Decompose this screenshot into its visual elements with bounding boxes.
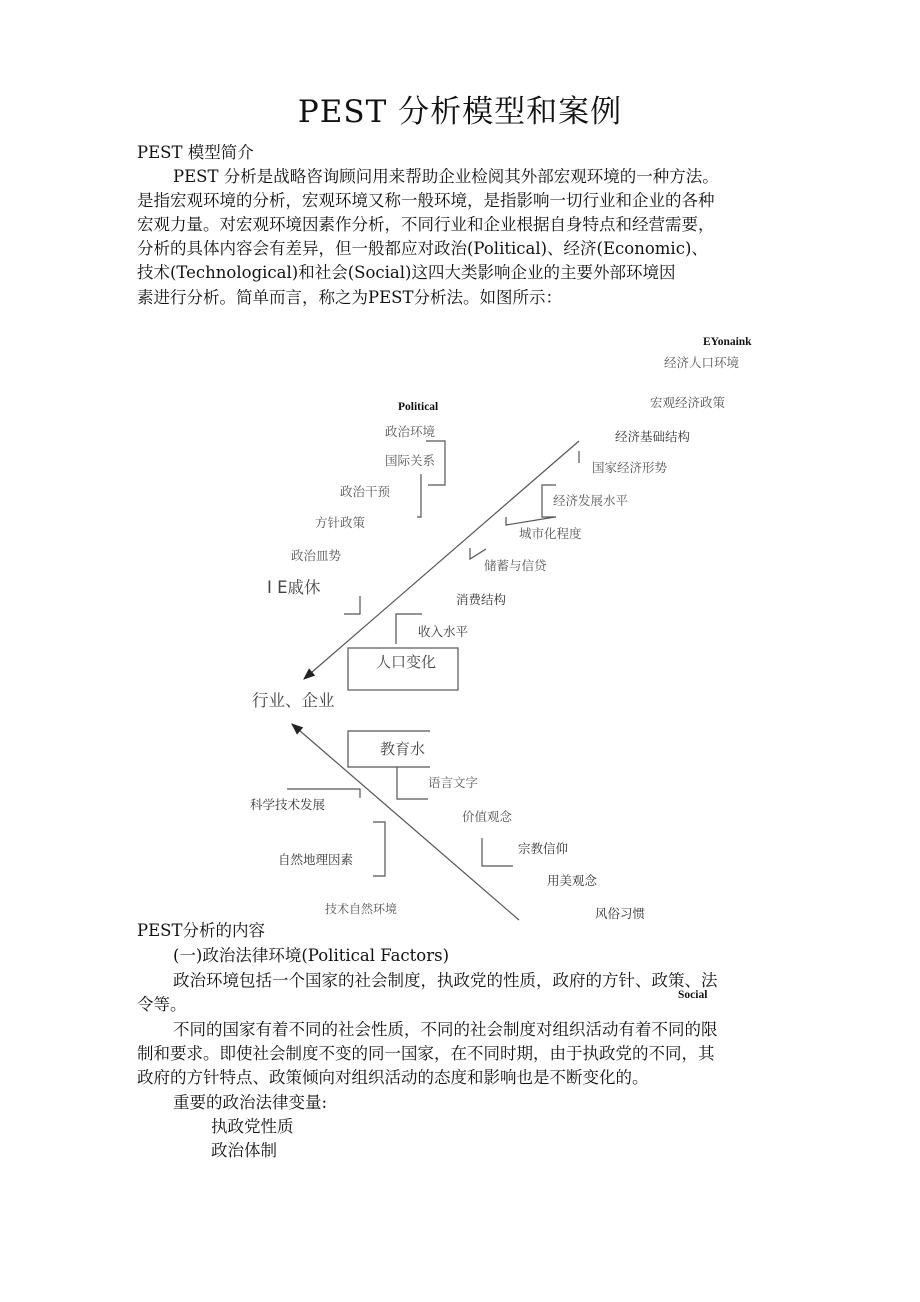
social-item: 语言文字 xyxy=(428,775,479,790)
tech-item: 科学技术发展 xyxy=(250,797,326,812)
social-item-box: 教育水 xyxy=(380,740,426,758)
variables-heading: 重要的政治法律变量: xyxy=(173,1093,328,1112)
political-item: 方针政策 xyxy=(315,515,366,530)
intro-heading: PEST 模型简介 xyxy=(137,143,254,162)
economic-item: 宏观经济政策 xyxy=(650,395,726,410)
economic-item: 国家经济形势 xyxy=(592,460,668,475)
economic-item: 消费结构 xyxy=(456,592,507,607)
tech-item: 技术自然环境 xyxy=(325,902,398,916)
social-item: 宗教信仰 xyxy=(518,841,569,856)
intro-line: PEST 分析是战略咨询顾问用来帮助企业检阅其外部宏观环境的一种方法。 xyxy=(173,167,719,186)
social-item: 价值观念 xyxy=(462,809,513,824)
para-line: 不同的国家有着不同的社会性质，不同的社会制度对组织活动有着不同的限 xyxy=(173,1020,718,1039)
tech-item: 自然地理因素 xyxy=(278,852,354,867)
economic-item: 储蓄与信贷 xyxy=(484,558,547,573)
page-title: PEST 分析模型和案例 xyxy=(297,94,623,130)
economic-item-box: 人口变化 xyxy=(376,653,437,671)
economic-item: 城市化程度 xyxy=(519,526,582,541)
intro-line: 宏观力量。对宏观环境因素作分析，不同行业和企业根据自身特点和经营需要， xyxy=(137,215,715,234)
para-line: 政府的方针特点、政策倾向对组织活动的态度和影响也是不断变化的。 xyxy=(137,1068,649,1087)
political-item: 国际关系 xyxy=(385,453,436,468)
center-label: 行业、企业 xyxy=(252,691,335,710)
para-line: 制和要求。即使社会制度不变的同一国家，在不同时期，由于执政党的不同，其 xyxy=(137,1044,715,1063)
intro-line: 是指宏观环境的分析，宏观环境又称一般环境，是指影响一切行业和企业的各种 xyxy=(137,191,715,210)
intro-line: 技术(Technological)和社会(Social)这四大类影响企业的主要外部环境因 xyxy=(137,263,676,282)
economic-item: 经济基础结构 xyxy=(615,429,691,444)
intro-line: 分析的具体内容会有差异，但一般都应对政治(Political)、经济(Economic)、 xyxy=(137,239,708,258)
social-item: 用美观念 xyxy=(547,873,598,888)
variable-item: 政治体制 xyxy=(211,1141,277,1160)
economic-title: EYonaink xyxy=(703,336,752,348)
political-item: 政治皿势 xyxy=(291,548,342,563)
political-item: I E戚休 xyxy=(267,578,321,597)
political-item: 政治环境 xyxy=(385,424,436,439)
social-title: Social xyxy=(678,989,708,1001)
economic-subtitle: 经济人口环境 xyxy=(664,355,740,370)
political-title: Political xyxy=(398,401,439,413)
content-heading: PEST分析的内容 xyxy=(137,921,265,940)
variable-item: 执政党性质 xyxy=(211,1117,294,1136)
para-line: 政治环境包括一个国家的社会制度，执政党的性质，政府的方针、政策、法 xyxy=(173,971,718,990)
economic-item: 收入水平 xyxy=(418,624,469,639)
intro-line: 素进行分析。简单而言，称之为PEST分析法。如图所示： xyxy=(137,288,562,307)
section-heading: (一)政治法律环境(Political Factors) xyxy=(173,946,450,965)
para-line: 令等。 xyxy=(137,995,187,1014)
political-item: 政治干预 xyxy=(340,484,391,499)
social-item: 风俗习惯 xyxy=(595,906,646,921)
economic-item: 经济发展水平 xyxy=(553,493,629,508)
